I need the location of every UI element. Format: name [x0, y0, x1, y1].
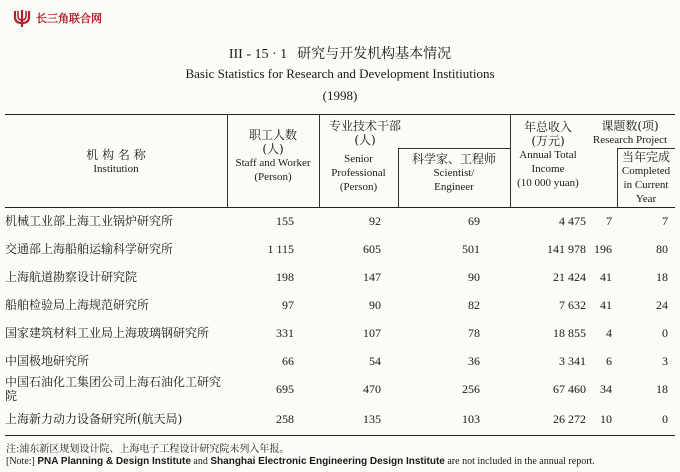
- table-title-zh: [0, 43, 680, 63]
- institution-name: 机械工业部上海工业锅炉研究所: [5, 214, 174, 228]
- senior-count: 54: [369, 353, 381, 368]
- annual-income: 67 460: [553, 381, 586, 396]
- project-count: 34: [600, 381, 612, 396]
- staff-count: 97: [282, 297, 294, 312]
- senior-count: 107: [363, 325, 381, 340]
- staff-count: 258: [276, 411, 294, 426]
- institution-name: 船舶检验局上海规范研究所: [5, 298, 150, 312]
- site-logo: [12, 8, 102, 28]
- annual-income: 26 272: [553, 411, 586, 426]
- senior-count: 92: [369, 213, 381, 228]
- scientist-count: 36: [468, 353, 480, 368]
- scientist-count: 90: [468, 269, 480, 284]
- scientist-count: 78: [468, 325, 480, 340]
- logo-text: 长三角联合网: [36, 12, 102, 25]
- project-count: 7: [606, 213, 612, 228]
- institution-name: 中国极地研究所: [5, 354, 90, 368]
- scientist-count: 256: [462, 381, 480, 396]
- logo-icon: [12, 8, 32, 28]
- annual-income: 21 424: [553, 269, 586, 284]
- header-senior-zh: 专业技术干部 (人): [328, 119, 401, 147]
- annual-income: 3 341: [559, 353, 586, 368]
- annual-income: 141 978: [547, 241, 586, 256]
- completed-count: 18: [656, 269, 668, 284]
- title-zh-text: 研究与开发机构基本情况: [297, 46, 452, 62]
- staff-count: 695: [276, 381, 294, 396]
- table-title-en: Basic Statistics for Research and Development Institiutions: [185, 66, 495, 81]
- project-count: 6: [606, 353, 612, 368]
- senior-count: 90: [369, 297, 381, 312]
- project-count: 41: [600, 269, 612, 284]
- header-completed: 当年完成 Completed in Current Year: [621, 150, 671, 205]
- subheader-rule: [398, 148, 510, 149]
- completed-count: 0: [662, 411, 668, 426]
- header-staff: 职工人数 (人) Staff and Worker (Person): [235, 128, 311, 183]
- completed-count: 3: [662, 353, 668, 368]
- project-count: 10: [600, 411, 612, 426]
- table-row: [5, 207, 675, 235]
- header-income: 年总收入 (万元) Annual Total Income (10 000 yuan): [517, 120, 579, 189]
- footnote-zh: 注:浦东新区规划设计院、上海电子工程设计研究院未列入年报。: [6, 444, 290, 455]
- annual-income: 18 855: [553, 325, 586, 340]
- institution-name: 上海新力动力设备研究所(航天局): [5, 412, 183, 426]
- table-number: III - 15 · 1: [228, 47, 288, 62]
- staff-count: 198: [276, 269, 294, 284]
- scientist-count: 69: [468, 213, 480, 228]
- senior-count: 605: [363, 241, 381, 256]
- table-row: [5, 375, 675, 403]
- completed-count: 7: [662, 213, 668, 228]
- completed-count: 80: [656, 241, 668, 256]
- institution-name: 中国石油化工集团公司上海石油化工研究院: [5, 375, 222, 403]
- table-row: [5, 263, 675, 291]
- header-institution: 机 构 名 称 Institution: [86, 148, 146, 175]
- footnote-en: [Note:] PNA Planning & Design Institute and Shanghai Electronic Engineering Design Institute are not included in the annual report.: [6, 456, 595, 467]
- completed-count: 18: [656, 381, 668, 396]
- institution-name: 上海航道勘察设计研究院: [5, 270, 138, 284]
- scientist-count: 82: [468, 297, 480, 312]
- senior-count: 147: [363, 269, 381, 284]
- project-count: 4: [606, 325, 612, 340]
- project-count: 41: [600, 297, 612, 312]
- table-year: (1998): [322, 88, 358, 103]
- scientist-count: 103: [462, 411, 480, 426]
- subheader-rule: [617, 148, 675, 149]
- staff-count: 1 115: [267, 241, 294, 256]
- project-count: 196: [594, 241, 612, 256]
- senior-count: 470: [363, 381, 381, 396]
- staff-count: 155: [276, 213, 294, 228]
- institution-name: 国家建筑材料工业局上海玻璃钢研究所: [5, 326, 210, 340]
- table-top-rule: [5, 114, 675, 115]
- annual-income: 7 632: [559, 297, 586, 312]
- header-senior-en: Senior Professional (Person): [331, 153, 386, 193]
- staff-count: 66: [282, 353, 294, 368]
- completed-count: 24: [656, 297, 668, 312]
- staff-count: 331: [276, 325, 294, 340]
- header-scientist: 科学家、工程师 Scientist/ Engineer: [411, 152, 496, 193]
- table-bottom-rule: [5, 435, 675, 436]
- table-row: [5, 319, 675, 347]
- table-row: [5, 291, 675, 319]
- institution-name: 交通部上海船舶运输科学研究所: [5, 242, 174, 256]
- senior-count: 135: [363, 411, 381, 426]
- header-projects: 课题数(项) Research Project: [592, 119, 668, 146]
- table-row: [5, 405, 675, 433]
- table-row: [5, 347, 675, 375]
- completed-count: 0: [662, 325, 668, 340]
- scientist-count: 501: [462, 241, 480, 256]
- annual-income: 4 475: [559, 213, 586, 228]
- table-row: [5, 235, 675, 263]
